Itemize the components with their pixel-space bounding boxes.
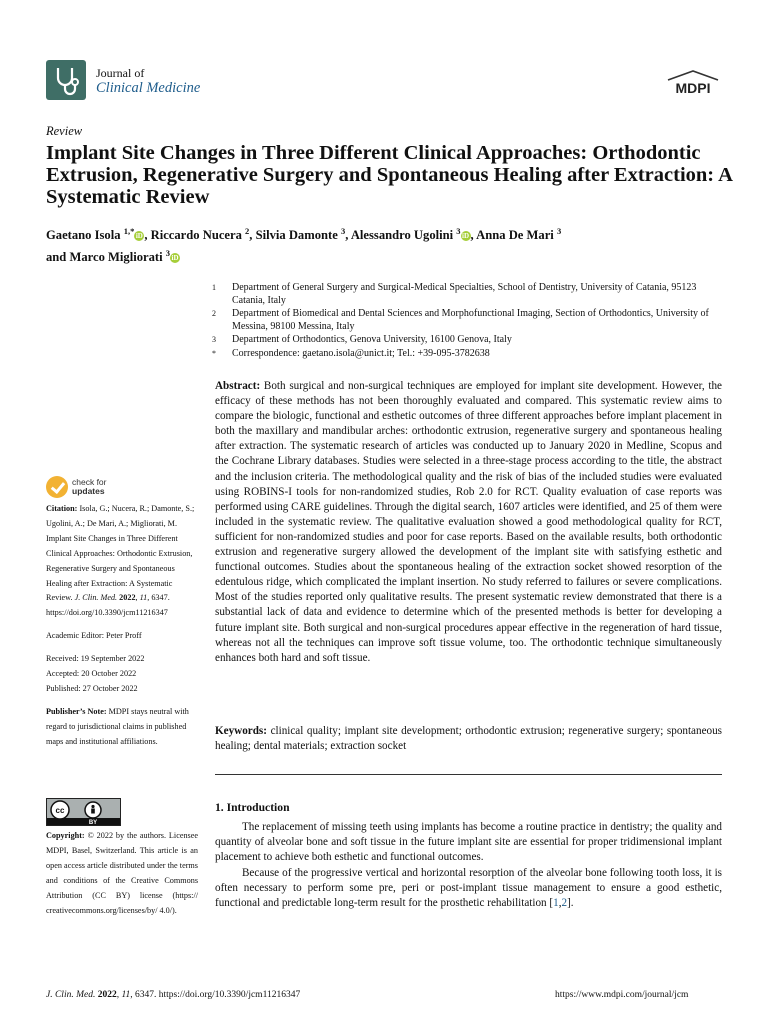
- author-name: Silvia Damonte: [255, 228, 338, 243]
- journal-logo: [46, 60, 86, 100]
- affiliation-text: Department of Biomedical and Dental Sciences and Morphofunctional Imaging, Section of Orthodontics, University of Messina, 98100 Messina, Italy: [232, 308, 709, 332]
- check-icon: [46, 476, 68, 498]
- affiliation-text: Department of General Surgery and Surgical-Medical Specialties, School of Dentistry, University of Catania, 95123 Catania, Italy: [232, 282, 697, 306]
- article-info-sidebar: [46, 502, 198, 750]
- affiliation-number: 1: [212, 283, 216, 292]
- journal-name: Clinical Medicine: [96, 80, 201, 96]
- footer-citation: J. Clin. Med. 2022, 11, 6347. https://doi.org/10.3390/jcm11216347: [46, 990, 301, 1000]
- author-name: Marco Migliorati: [69, 250, 163, 265]
- academic-editor: Academic Editor: Peter Proff: [46, 631, 142, 641]
- keywords: [215, 724, 722, 754]
- author-list: Gaetano Isola $^{1,*}$iD , Riccardo Nucera $^2$, Silvia Damonte $^3$, Alessandro Ugolini $^3$iD , Anna De Mari $^3$ and Marco Migliorati $^3$iD: [46, 226, 562, 265]
- author-name: Alessandro Ugolini: [350, 228, 454, 243]
- abstract-label: Abstract:: [215, 380, 261, 392]
- keywords-label: Keywords:: [215, 725, 267, 737]
- cc-by-license-badge[interactable]: [46, 798, 121, 826]
- reference-link[interactable]: 1: [553, 897, 559, 910]
- received-date: Received: 19 September 2022: [46, 654, 145, 664]
- publisher-note: [46, 705, 198, 750]
- affiliations: [212, 282, 724, 362]
- affiliation-item: [212, 308, 724, 333]
- check-line: check for: [72, 477, 107, 487]
- article-title: Implant Site Changes in Three Different Clinical Approaches: Orthodontic Extrusion, Regenerative Surgery and Spontaneous Healing after Extraction: A Systematic Review: [46, 142, 732, 208]
- stethoscope-icon: [46, 60, 86, 100]
- check-line: updates: [72, 486, 105, 496]
- cc-by-label: BY: [88, 820, 98, 825]
- accepted-date: Accepted: 20 October 2022: [46, 669, 137, 679]
- published-date: Published: 27 October 2022: [46, 683, 138, 693]
- article-type: Review: [46, 124, 83, 138]
- copyright-label: Copyright:: [46, 831, 85, 840]
- paragraph: The replacement of missing teeth using implants has become a routine practice in dentistry; the quality and quantity of alveolar bone and soft tissue in the future implant site are essential for proper tridimensional implant placement to achieve both esthetic and functional outcomes.: [215, 821, 722, 864]
- orcid-icon[interactable]: iD: [135, 232, 143, 241]
- publisher-name: MDPI: [675, 80, 711, 96]
- author-affil: 1,*: [123, 226, 135, 236]
- affiliation-number: *: [212, 348, 216, 358]
- publisher-note-label: Publisher’s Note:: [46, 706, 107, 716]
- paragraph: [215, 866, 722, 912]
- author-affil: 3: [556, 226, 562, 236]
- mdpi-logo[interactable]: [664, 70, 722, 96]
- affiliation-text: Correspondence: gaetano.isola@unict.it; Tel.: +39-095-3782638: [232, 347, 490, 359]
- affiliation-item: [212, 348, 724, 361]
- check-for-updates-badge[interactable]: [46, 476, 107, 498]
- citation-year: 2022: [119, 593, 136, 603]
- reference-separator: ,: [558, 897, 562, 910]
- orcid-icon[interactable]: iD: [462, 232, 470, 241]
- citation-doi[interactable]: 6347. https://doi.org/10.3390/jcm11216347: [46, 593, 170, 618]
- abstract: [215, 379, 722, 666]
- reference-link[interactable]: 2: [561, 897, 568, 910]
- copyright-notice: [46, 828, 198, 918]
- journal-prefix: Journal of: [96, 66, 145, 80]
- footer-volume: 11: [121, 990, 131, 1000]
- footer-year: 2022: [97, 990, 117, 1000]
- orcid-icon[interactable]: iD: [171, 254, 179, 263]
- paragraph-text: Because of the progressive vertical and horizontal resorption of the alveolar bone following tooth loss, it is often necessary to perform some pre, peri or post-implant tissue management to ensure a good esthetic, functional and predictable long-term result for the prosthetic rehabilitation [: [215, 866, 722, 910]
- keywords-text: clinical quality; implant site development; orthodontic extrusion; regenerative surgery; spontaneous healing; dental materials; extraction socket: [215, 725, 722, 753]
- citation-text: Isola, G.; Nucera, R.; Damonte, S.; Ugolini, A.; De Mari, A.; Migliorati, M. Implant Site Changes in Three Different Clinical Approaches: Orthodontic Extrusion, Regenerative Surgery and Spontaneous Healing after Extraction: A Systematic Review.: [46, 504, 195, 603]
- author-affil: 3: [340, 226, 346, 236]
- author-affil: 3: [165, 248, 171, 259]
- svg-text:cc: cc: [55, 806, 65, 815]
- affiliation-text: Department of Orthodontics, Genova University, 16100 Genova, Italy: [232, 334, 512, 346]
- citation-journal: J. Clin. Med.: [74, 593, 118, 603]
- citation-volume: 11: [139, 593, 148, 603]
- section-heading: 1. Introduction: [215, 801, 290, 814]
- citation-label: Citation:: [46, 504, 78, 513]
- author-affil: 3: [456, 226, 461, 236]
- author-name: Riccardo Nucera: [150, 228, 242, 243]
- author-affil: 2: [245, 226, 250, 236]
- check-label: [72, 478, 107, 496]
- affiliation-number: 2: [212, 309, 216, 319]
- section-divider: [215, 774, 722, 775]
- author-name: Anna De Mari: [476, 228, 554, 243]
- publisher-note-text: MDPI stays neutral with regard to jurisdictional claims in published maps and institutional affiliations.: [46, 706, 189, 746]
- copyright-text: © 2022 by the authors. Licensee MDPI, Basel, Switzerland. This article is an open access article distributed under the terms and conditions of the Creative Commons Attribution (CC BY) license (https:// creativecommons.org/licenses/by/ 4.0/).: [46, 831, 199, 915]
- citation: Citation: Isola, G.; Nucera, R.; Damonte, S.; Ugolini, A.; De Mari, A.; Migliorati, M. Implant Site Changes in Three Different Clinical Approaches: Orthodontic Extrusion, Regenerative Surgery and Spontaneous Healing after Extraction: A Systematic Review. J. Clin. Med. 2022, 11, 6347. https://doi.org/10.3390/jcm11216347: [46, 504, 195, 618]
- affiliation-item: [212, 334, 724, 347]
- author-name: Gaetano Isola: [46, 228, 121, 243]
- footer-journal-url[interactable]: https://www.mdpi.com/journal/jcm: [555, 990, 689, 1000]
- abstract-text: Both surgical and non-surgical techniques are employed for implant site development. However, the efficacy of these methods has not been thoroughly evaluated and compared. This systematic review aims to compare the biologic, functional and esthetic outcomes of three different approaches before implant placement in both the maxillary and mandibular arches: orthodontic extrusion, regenerative surgery and spontaneous healing after extraction. The systematic research of articles was conducted up to January 2020 in Medline, Scopus and the Cochrane Library databases. Studies were selected in a three-stage process according to the title, the abstract and the inclusion criteria. The methodological quality and the risk of bias of the included studies were evaluated using ROBINS-I tools for non-randomized studies, Rob 2.0 for RCT. Quality evaluation of case reports was performed using CARE guidelines. Through the digital search, 1607 articles were identified, and 25 of them were included in the systematic review. The qualitative evaluation showed a good methodological quality for RCT, sufficient for non-randomized studies and poor for case reports. Based on the available results, both orthodontic extrusion and regenerative surgery allowed the development of the implant site with satisfying esthetic and functional outcomes. Studies about the spontaneous healing of the extraction socket showed resorption of the edentulous ridge, which complicated the implant insertion. No study referred to failures or severe complications. Most of the studies reported only qualitative results. The present systematic review demonstrated that there is a substantial lack of data and evidence to determine which of the presented methods is better for developing a future implant site. Both surgical and non-surgical procedures appear effective in the regeneration of hard tissue, whereas not all the techniques can improve soft tissue volume, too. The orthodontic technique simultaneously enhances both hard and soft tissue.: [215, 380, 722, 664]
- affiliation-item: [212, 282, 724, 307]
- footer-journal: J. Clin. Med.: [46, 990, 96, 1000]
- paragraph-end: ].: [567, 897, 574, 910]
- introduction-body: [215, 820, 722, 911]
- footer-doi[interactable]: 6347. https://doi.org/10.3390/jcm11216347: [135, 990, 301, 1000]
- affiliation-number: 3: [212, 335, 216, 345]
